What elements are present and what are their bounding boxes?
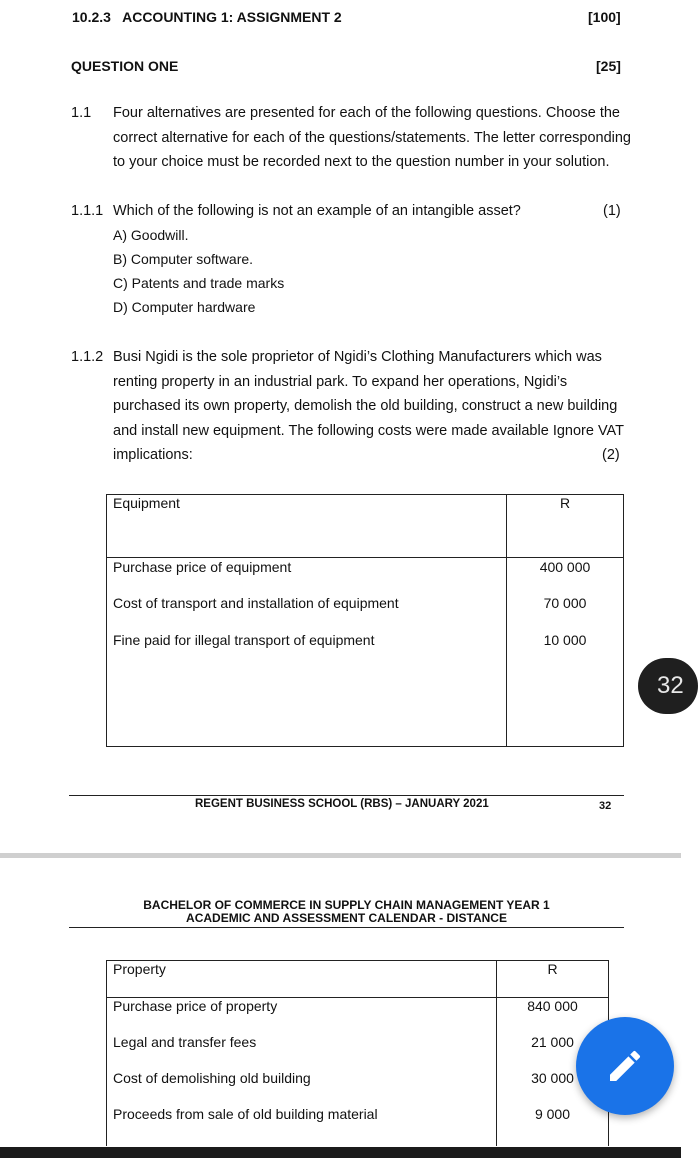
table-cell: 9 000 [497, 1106, 609, 1146]
question-1-1-1-marks: (1) [603, 203, 621, 219]
page-header [69, 899, 624, 925]
table-row [107, 1034, 609, 1070]
total-marks: [100] [588, 9, 621, 25]
table-cell: 21 000 [497, 1034, 609, 1070]
table-cell: 840 000 [497, 998, 609, 1034]
table-header-cell: Equipment [107, 495, 507, 558]
page-footer-number: 32 [599, 800, 612, 812]
pencil-icon [605, 1046, 645, 1086]
table-cell: 10 000 [507, 632, 624, 747]
table-row [107, 998, 609, 1034]
table-header-cell: Property [107, 961, 497, 998]
page-separator [0, 853, 681, 858]
table-cell: 70 000 [507, 595, 624, 632]
table-row [107, 595, 624, 632]
document-code: 10.2.3 [72, 9, 111, 25]
option-letter: D) [113, 299, 128, 315]
question-1-1-1-text: Which of the following is not an example of an intangible asset? [113, 203, 521, 219]
answer-options [113, 223, 284, 319]
property-table [106, 960, 609, 1146]
instruction-line: to your choice must be recorded next to the question number in your solution. [113, 154, 610, 170]
edit-button[interactable] [576, 1017, 674, 1115]
table-header-row [107, 495, 624, 558]
table-header-cell: R [497, 961, 609, 998]
table-cell: 400 000 [507, 558, 624, 595]
question-line: purchased its own property, demolish the old building, construct a new building [113, 398, 618, 414]
table-header-row [107, 961, 609, 998]
question-line: and install new equipment. The following costs were made available Ignore VAT [113, 422, 625, 439]
option-c [113, 271, 284, 295]
page-header-line: ACADEMIC AND ASSESSMENT CALENDAR - DISTANCE [186, 911, 507, 925]
question-line: Busi Ngidi is the sole proprietor of Ngidi’s Clothing Manufacturers which was [113, 349, 602, 365]
option-letter: C) [113, 275, 128, 291]
option-letter: B) [113, 251, 127, 267]
instruction-line: Four alternatives are presented for each of the following questions. Choose the [113, 105, 620, 121]
page-footer-text: REGENT BUSINESS SCHOOL (RBS) – JANUARY 2021 [195, 798, 489, 810]
option-text: Goodwill. [130, 227, 189, 243]
table-row [107, 558, 624, 595]
question-number-1-1-2: 1.1.2 [71, 349, 104, 365]
table-cell: Fine paid for illegal transport of equipment [107, 632, 507, 747]
footer-divider [69, 795, 624, 796]
question-marks: [25] [596, 58, 621, 74]
equipment-table [106, 494, 624, 747]
table-row [107, 1070, 609, 1106]
document-title [72, 9, 342, 25]
table-cell: Legal and transfer fees [107, 1034, 497, 1070]
option-d [113, 295, 284, 319]
question-number-1-1-1: 1.1.1 [71, 203, 104, 219]
option-text: Computer software. [130, 251, 254, 267]
option-text: Patents and trade marks [131, 275, 285, 291]
question-1-1-2-marks: (2) [602, 447, 620, 463]
question-line: renting property in an industrial park. To expand her operations, Ngidi’s [113, 373, 568, 390]
document-title-text: ACCOUNTING 1: ASSIGNMENT 2 [122, 9, 342, 25]
option-b [113, 247, 284, 271]
page-header-line: BACHELOR OF COMMERCE IN SUPPLY CHAIN MANAGEMENT YEAR 1 [143, 898, 550, 912]
question-1-1-instructions [113, 101, 633, 175]
instruction-line: correct alternative for each of the questions/statements. The letter corresponding [113, 129, 631, 146]
table-cell: Cost of transport and installation of equipment [107, 595, 507, 632]
header-divider [69, 927, 624, 928]
table-row [107, 1106, 609, 1146]
table-cell: Proceeds from sale of old building material [107, 1106, 497, 1146]
table-row [107, 632, 624, 747]
option-a [113, 223, 284, 247]
table-header-cell: R [507, 495, 624, 558]
option-text: Computer hardware [131, 299, 256, 315]
option-letter: A) [113, 227, 127, 243]
page-number-indicator[interactable]: 32 [638, 658, 698, 714]
question-number-1-1: 1.1 [71, 105, 92, 121]
table-cell: Purchase price of property [107, 998, 497, 1034]
question-line: implications: [113, 447, 193, 463]
bottom-system-bar [0, 1147, 681, 1158]
table-cell: 30 000 [497, 1070, 609, 1106]
question-1-1-2-text [113, 345, 633, 468]
table-cell: Cost of demolishing old building [107, 1070, 497, 1106]
question-title: QUESTION ONE [71, 58, 179, 74]
table-cell: Purchase price of equipment [107, 558, 507, 595]
